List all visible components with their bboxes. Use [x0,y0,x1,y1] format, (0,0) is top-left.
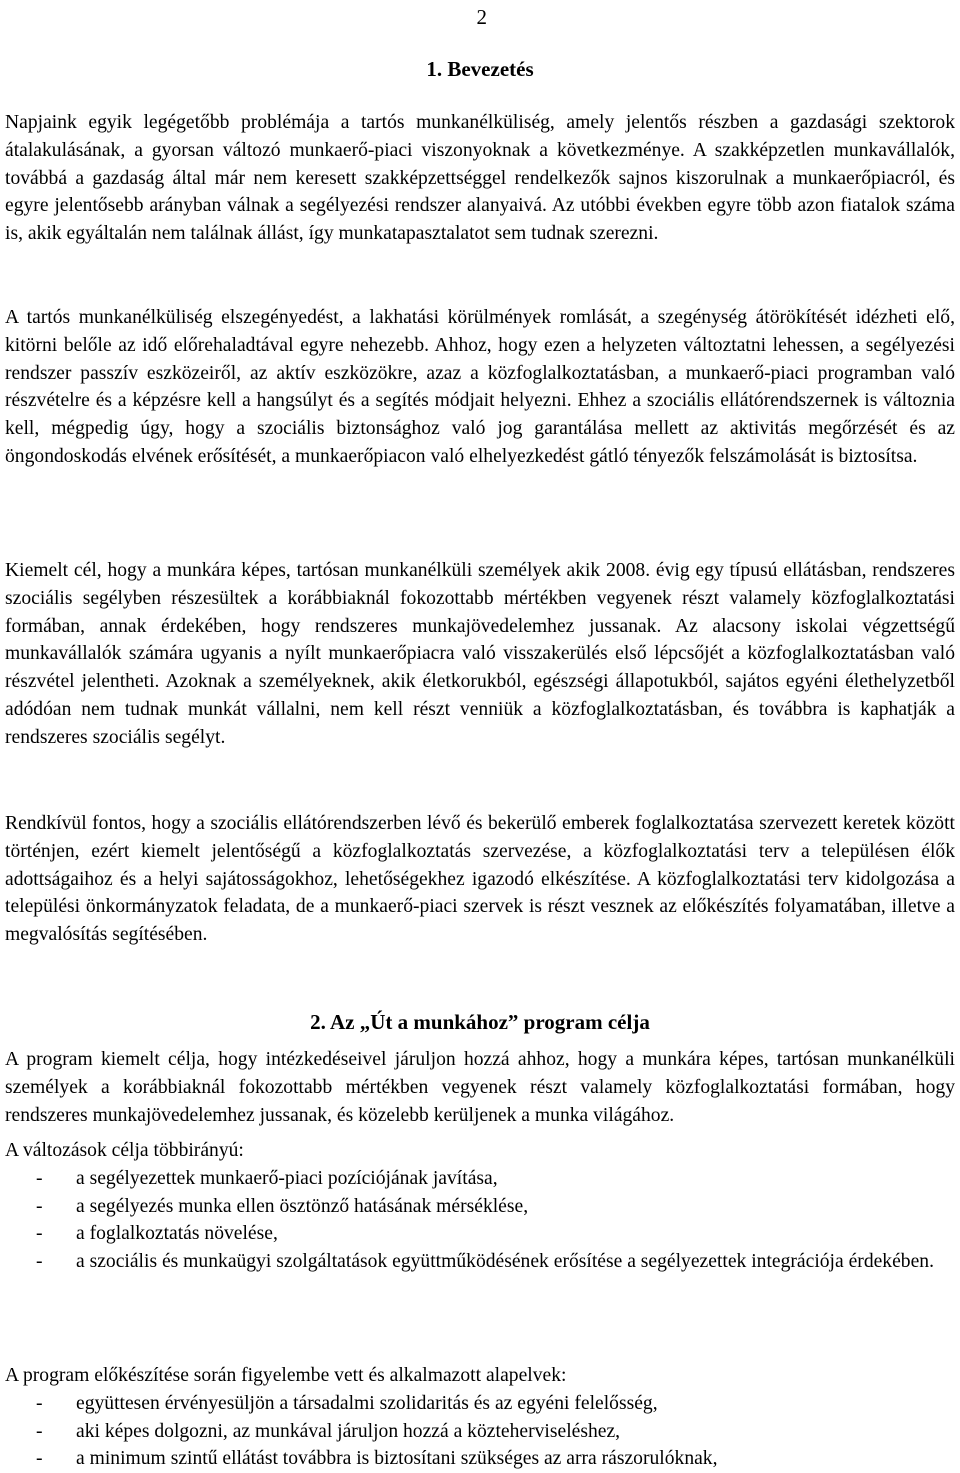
paragraph-intro-3: Kiemelt cél, hogy a munkára képes, tartósan munkanélküli személyek akik 2008. évig egy típusú ellátásban, rendszeres szociális segélyben részesültek a korábbiaknál fokozottabb mértékben vegyenek részt valamely közfoglalkoztatási formában, annak érdekében, hogy rendszeres munkajövedelemhez jussanak. Az alacsony iskolai végzettségű munkavállalók számára ugyanis a nyílt munkaerőpiacra való visszakerülés első lépcsőjét a közfoglalkoztatásban való részvétel jelentheti. Azoknak a személyeknek, akik életkorukból, egészségi állapotukból, sajátos egyéni élethelyzetből adódóan nem tudnak munkát vállalni, nem kell részt venniük a közfoglalkoztatásban, és továbbra is kaphatják a rendszeres szociális segélyt. [5,560,955,748]
list-item-text: a segélyezettek munkaerő-piaci pozíciójának javítása, [76,1167,498,1189]
list-item [5,1390,955,1418]
list-item-text: a minimum szintű ellátást továbbra is biztosítani szükséges az arra rászorulóknak, [76,1448,718,1470]
paragraph-intro-4: Rendkívül fontos, hogy a szociális ellátórendszerben lévő és bekerülő emberek foglalkoztatása szervezett keretek között történjen, ezért kiemelt jelentőségű a közfoglalkoztatás szervezése, a közfoglalkoztatási terv a településen élők adottságaihoz és a helyi sajátosságokhoz, lehetőségekhez igazodó elkészítése. A közfoglalkoztatási terv kidolgozása a települési önkormányzatok feladata, de a munkaerő-piaci szervek is részt vesznek az előkészítés folyamatában, illetve a megvalósítás segítésében. [5,813,955,946]
list-item-text: a foglalkoztatás növelése, [76,1223,278,1245]
list-item [5,1220,955,1248]
list-dash: - [36,1223,43,1245]
principles-intro: A program előkészítése során figyelembe vett és alkalmazott alapelvek: [5,1365,567,1386]
list-item-text: aki képes dolgozni, az munkával járuljon hozzá a közteherviseléshez, [76,1420,621,1442]
list-item-text: a segélyezés munka ellen ösztönző hatásának mérséklése, [76,1195,529,1217]
list-dash: - [36,1251,43,1273]
paragraph-intro-2: A tartós munkanélküliség elszegényedést, a lakhatási körülmények romlását, a szegénység átörökítését idézheti elő, kitörni belőle az idő előrehaladtával egyre nehezebb. Ahhoz, hogy ezen a helyzeten változtatni lehessen, a segélyezési rendszer passzív eszközeiről, az aktív eszközökre, azaz a közfoglalkoztatásban, a munkaerő-piaci programban való részvételre és a képzésre kell a hangsúlyt és a segítés módjait helyezni. Ehhez a szociális ellátórendszernek is változnia kell, mégpedig úgy, hogy a szociális biztonsághoz való jog garantálása mellett az aktivitás megőrzését és az öngondoskodás elvének erősítését, a munkaerőpiacon való elhelyezkedést gátló tényezők felszámolását is biztosítsa. [5,307,955,467]
list-dash: - [36,1195,43,1217]
paragraph-intro-1: Napjaink egyik legégetőbb problémája a tartós munkanélküliség, amely jelentős részben a gazdasági szektorok átalakulásának, a gyorsan változó munkaerő-piaci viszonyoknak a következménye. A szakképzetlen munkavállalók, továbbá a gazdaság által már nem keresett szakképzettséggel rendelkezők sajnos kiszorulnak a munkaerőpiacról, és egyre jelentősebb arányban válnak a segélyezési rendszer alanyaivá. Az utóbbi években egyre több azon fiatalok száma is, akik egyáltalán nem találnak állást, így munkatapasztalatot sem tudnak szerezni. [5,112,955,245]
list-item-text: együttesen érvényesüljön a társadalmi szolidaritás és az egyéni felelősség, [76,1392,658,1414]
section-2-heading: 2. Az „Út a munkához” program célja [310,1010,650,1034]
list-dash: - [36,1167,43,1189]
list-dash: - [36,1392,43,1414]
principles-list [5,1390,955,1473]
page-number: 2 [476,5,487,29]
list-item [5,1193,955,1221]
list-item [5,1248,955,1276]
list-item [5,1445,955,1473]
list-dash: - [36,1448,43,1470]
list-item [5,1165,955,1193]
section-1-heading: 1. Bevezetés [426,57,534,81]
goals-list [5,1165,955,1276]
principles-block [5,1362,955,1473]
list-dash: - [36,1420,43,1442]
list-item [5,1418,955,1446]
goals-intro: A változások célja többirányú: [5,1140,244,1161]
paragraph-program-goal: A program kiemelt célja, hogy intézkedéseivel járuljon hozzá ahhoz, hogy a munkára képes, tartósan munkanélküli személyek a korábbiaknál fokozottabb mértékben vegyenek részt valamely közfoglalkoztatási formában, hogy rendszeres munkajövedelemhez jussanak, és közelebb kerüljenek a munka világához. [5,1049,955,1126]
list-item-text: a szociális és munkaügyi szolgáltatások együttműködésének erősítése a segélyezettek integrációja érdekében. [76,1251,934,1273]
goals-block [5,1137,955,1276]
